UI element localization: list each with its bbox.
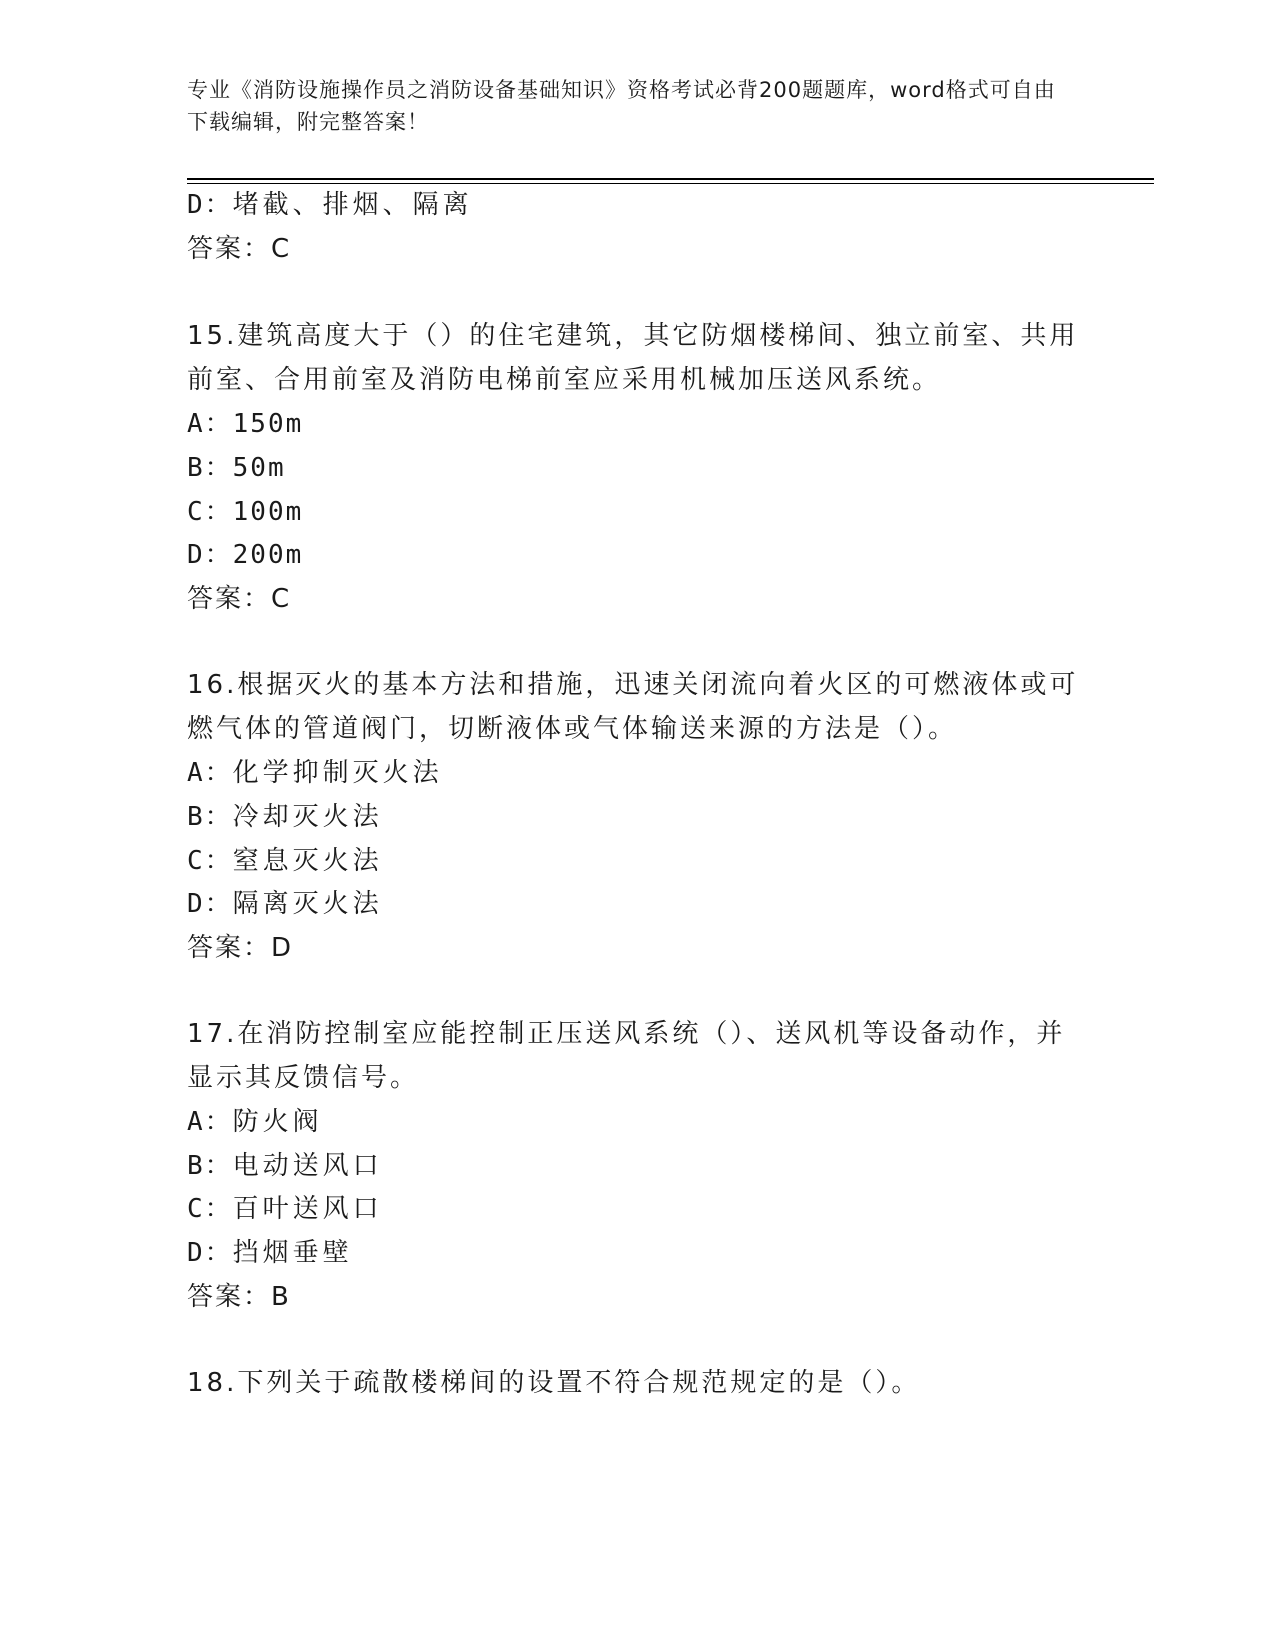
- option-text: 200m: [232, 540, 304, 570]
- option-letter: A：: [187, 1107, 233, 1137]
- q15-stem-line1: 15.建筑高度大于（）的住宅建筑，其它防烟楼梯间、独立前室、共用: [187, 321, 1079, 351]
- option-letter: B：: [187, 802, 233, 832]
- option-letter: C：: [187, 1194, 233, 1224]
- option-letter: B：: [187, 453, 233, 483]
- q16-option-a: [187, 756, 443, 790]
- option-text: 挡烟垂壁: [232, 1238, 353, 1268]
- option-text: 150m: [232, 409, 304, 439]
- q17-option-c: [187, 1192, 383, 1226]
- option-text: 窒息灭火法: [232, 846, 383, 876]
- prev-option-d: [187, 188, 473, 222]
- option-letter: D：: [187, 889, 233, 919]
- option-text: 堵截、排烟、隔离: [232, 190, 473, 220]
- option-text: 电动送风口: [232, 1151, 383, 1181]
- option-text: 50m: [232, 453, 286, 483]
- q15-option-c: [187, 495, 303, 529]
- page-header: 专业《消防设施操作员之消防设备基础知识》资格考试必背200题题库，word格式可自由下载编辑，附完整答案！: [187, 78, 1056, 134]
- q15-option-d: [187, 538, 303, 572]
- q15-stem-line2: 前室、合用前室及消防电梯前室应采用机械加压送风系统。: [187, 365, 942, 395]
- option-letter: D：: [187, 190, 233, 220]
- option-text: 防火阀: [232, 1107, 323, 1137]
- q17-option-d: [187, 1236, 353, 1270]
- header-divider-thin: [187, 183, 1154, 184]
- option-letter: C：: [187, 846, 233, 876]
- q18-stem-line1: 18.下列关于疏散楼梯间的设置不符合规范规定的是（）。: [187, 1368, 921, 1398]
- option-text: 百叶送风口: [232, 1194, 383, 1224]
- q15-option-a: [187, 407, 303, 441]
- q15-option-b: [187, 451, 286, 485]
- prev-answer: 答案：C: [187, 234, 292, 264]
- option-letter: A：: [187, 409, 233, 439]
- q16-answer: 答案：D: [187, 933, 294, 963]
- q15-answer: 答案：C: [187, 584, 292, 614]
- option-letter: A：: [187, 758, 233, 788]
- q17-stem-line1: 17.在消防控制室应能控制正压送风系统（）、送风机等设备动作，并: [187, 1019, 1066, 1049]
- q17-option-b: [187, 1149, 383, 1183]
- option-text: 隔离灭火法: [232, 889, 383, 919]
- q16-option-d: [187, 887, 383, 921]
- q16-stem-line1: 16.根据灭火的基本方法和措施，迅速关闭流向着火区的可燃液体或可: [187, 670, 1079, 700]
- option-letter: C：: [187, 497, 233, 527]
- q17-stem-line2: 显示其反馈信号。: [187, 1063, 420, 1093]
- q16-option-c: [187, 844, 383, 878]
- q17-answer: 答案：B: [187, 1282, 291, 1312]
- option-letter: B：: [187, 1151, 233, 1181]
- header-divider: [187, 178, 1154, 180]
- option-letter: D：: [187, 1238, 233, 1268]
- q16-stem-line2: 燃气体的管道阀门，切断液体或气体输送来源的方法是（）。: [187, 714, 958, 744]
- q16-option-b: [187, 800, 383, 834]
- option-text: 100m: [232, 497, 304, 527]
- option-letter: D：: [187, 540, 233, 570]
- option-text: 冷却灭火法: [232, 802, 383, 832]
- option-text: 化学抑制灭火法: [232, 758, 443, 788]
- q17-option-a: [187, 1105, 323, 1139]
